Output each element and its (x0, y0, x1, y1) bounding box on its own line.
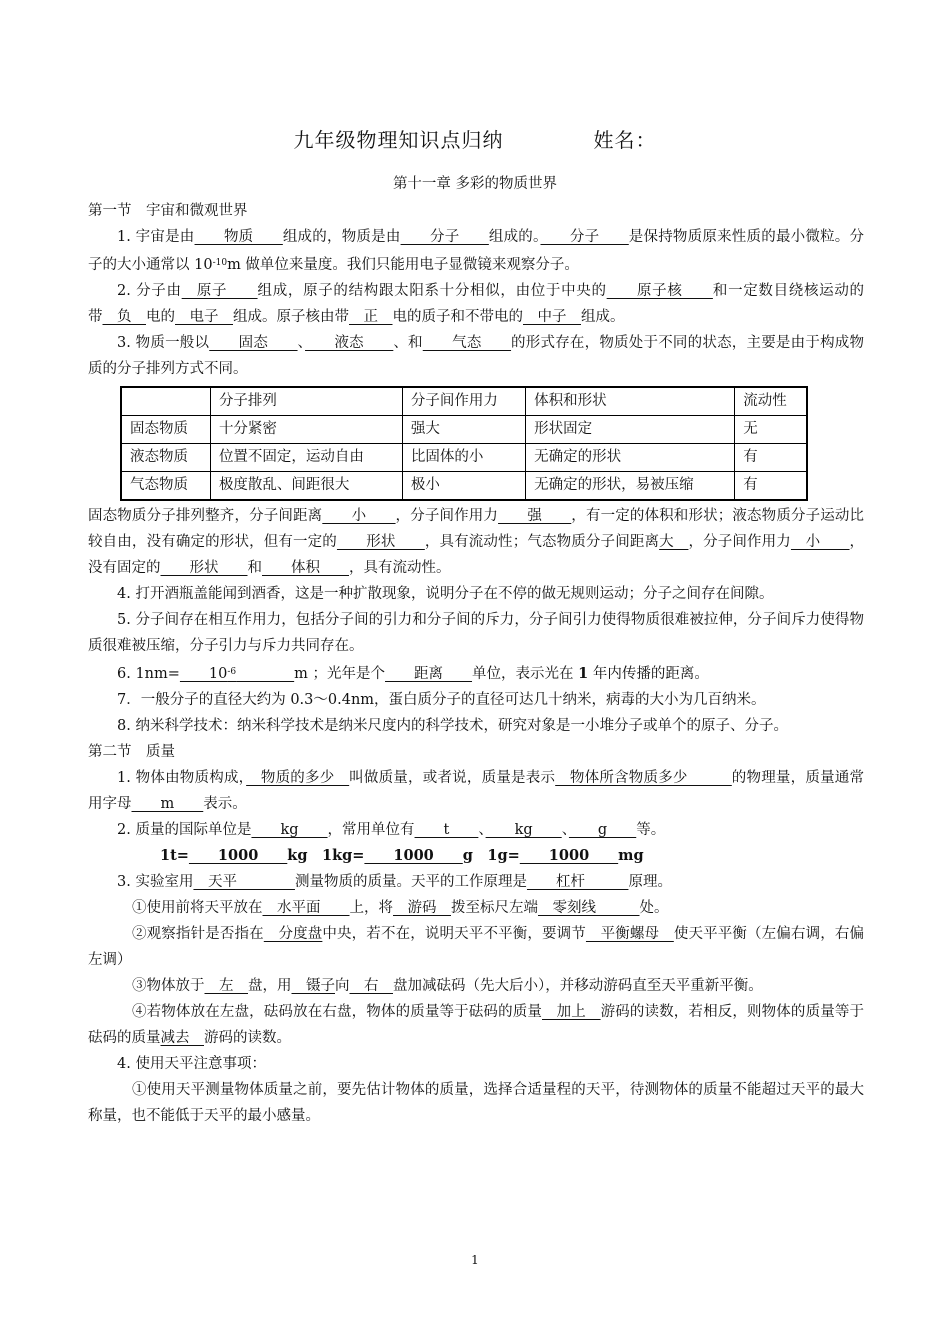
table-row (121, 472, 807, 501)
blank-answer: 天平 (193, 874, 295, 890)
document-title (0, 124, 950, 153)
blank-answer: 大 (659, 534, 689, 550)
paragraph-1-5: 5. 分子间存在相互作用力，包括分子间的引力和分子间的斥力，分子间引力使得物质很难被拉伸，分子间斥力使得物质很难被压缩，分子引力与斥力共同存在。 (88, 612, 864, 654)
blank-answer: 体积 (262, 560, 349, 576)
document-body (88, 198, 864, 1129)
blank-answer: 1000 (364, 847, 463, 864)
step-4: ④若物体放在左盘，砝码放在右盘，物体的质量等于砝码的质量 加上 游码的读数，若相反，则物体的质量等于砝码的质量减去 游码的读数。 (88, 1004, 865, 1046)
table-cell: 形状固定 (526, 416, 735, 444)
paragraph-1-8: 8. 纳米科学技术：纳米科学技术是纳米尺度内的科学技术，研究对象是一小堆分子或单个的原子、分子。 (117, 718, 788, 734)
paragraph-1-7: 7．一般分子的直径大约为 0.3～0.4nm，蛋白质分子的直径可达几十纳米，病毒的大小为几百纳米。 (117, 692, 766, 708)
table-cell: 极度散乱、间距很大 (210, 472, 402, 501)
blank-answer: 分子 (540, 229, 629, 245)
blank-answer: g (568, 822, 637, 838)
blank-answer: 距离 (385, 666, 473, 682)
table-header-cell (121, 387, 210, 416)
blank-answer: 1000 (188, 847, 288, 864)
blank-answer: 气态 (422, 335, 512, 351)
paragraph-2-3: 3. 实验室用 天平 测量物质的质量。天平的工作原理是 杠杆 原理。 (117, 874, 672, 890)
paragraph-1-3: 3. 物质一般以 固态 、 液态 、和 气态 的形式存在，物质处于不同的状态，主要是由于构成物质的分子排列方式不同。 (88, 335, 865, 377)
table-header-cell: 体积和形状 (526, 387, 735, 416)
blank-answer: 水平面 (262, 900, 350, 916)
blank-answer: 强 (498, 508, 572, 524)
blank-answer: 加上 (542, 1004, 601, 1020)
paragraph-2-1: 1. 物体由物质构成， 物质的多少 叫做质量，或者说，质量是表示 物体所含物质多少 的物理量，质量通常用字母 m 表示。 (88, 770, 865, 812)
blank-answer: 杠杆 (526, 874, 629, 890)
blank-answer: 电子 (175, 309, 233, 325)
blank-answer: 形状 (160, 560, 248, 576)
step-1: ①使用前将天平放在 水平面 上，将 游码 拨至标尺左端 零刻线 处。 (132, 900, 669, 916)
table-cell: 液态物质 (121, 444, 210, 472)
table-cell: 无 (735, 416, 807, 444)
table-cell: 无确定的形状 (526, 444, 735, 472)
blank-answer: 原子 (181, 283, 258, 299)
note-1: ①使用天平测量物体质量之前，要先估计物体的质量，选择合适量程的天平，待测物体的质量不能超过天平的最大称量，也不能低于天平的最小感量。 (88, 1082, 864, 1124)
paragraph-1-states-summary: 固态物质分子排列整齐，分子间距离 小 ，分子间作用力 强 ，有一定的体积和形状；液态物质分子运动比较自由，没有确定的形状，但有一定的 形状 ，具有流动性；气态物质分子间距离大 ，分子间作用力 小 ，没有固定的 形状 和 体积 ，具有流动性。 (88, 508, 865, 576)
blank-answer: m (131, 796, 204, 812)
table-cell: 位置不固定，运动自由 (210, 444, 402, 472)
blank-answer: 形状 (336, 534, 425, 550)
table-cell: 固态物质 (121, 416, 210, 444)
blank-answer: 正 (349, 309, 393, 325)
paragraph-2-4: 4. 使用天平注意事项： (117, 1056, 266, 1072)
table-header-row (121, 387, 807, 416)
blank-answer: 减去 (160, 1030, 204, 1046)
blank-answer: 平衡螺母 (585, 926, 674, 942)
title-text: 九年级物理知识点归纳 (293, 128, 504, 152)
paragraph-1-6: 6. 1nm= $10^{-6}$ m ；光年是个 距离 单位，表示光在 1 年内传播的距离。 (117, 665, 709, 682)
blank-answer: 中子 (523, 309, 581, 325)
table-header-cell: 分子间作用力 (402, 387, 525, 416)
blank-answer: 分度盘 (263, 926, 323, 942)
step-2: ②观察指针是否指在 分度盘中央，若不在，说明天平不平衡，要调节 平衡螺母 使天平平衡（左偏右调，右偏左调） (88, 926, 865, 968)
blank-answer: 液态 (305, 335, 394, 351)
table-cell: 有 (735, 472, 807, 501)
blank-answer: 镊子 (291, 978, 335, 994)
blank-answer: 游码 (393, 900, 451, 916)
name-label: 姓名： (593, 128, 657, 152)
blank-answer: 物质 (194, 229, 283, 245)
blank-answer: 分子 (400, 229, 489, 245)
blank-answer: 小 (790, 534, 850, 550)
table-row (121, 444, 807, 472)
table-cell: 比固体的小 (402, 444, 525, 472)
states-of-matter-table (120, 386, 808, 501)
section-2-heading: 第二节 质量 (88, 744, 175, 760)
blank-answer: 原子核 (606, 283, 713, 299)
section-1-heading: 第一节 宇宙和微观世界 (88, 203, 248, 219)
mass-unit-conversions: 1t= 1000 kg 1kg= 1000 g 1g= 1000 mg (160, 847, 644, 864)
blank-answer: 右 (349, 978, 393, 994)
blank-answer: 负 (102, 309, 146, 325)
chapter-heading: 第十一章 多彩的物质世界 (392, 176, 558, 192)
paragraph-1-2: 2. 分子由 原子 组成，原子的结构跟太阳系十分相似，由位于中央的 原子核 和一定数目绕核运动的带 负 电的 电子 组成。原子核由带 正 电的质子和不带电的 中子 组成。 (88, 283, 864, 325)
table-cell: 无确定的形状，易被压缩 (526, 472, 735, 501)
blank-answer: t (414, 822, 479, 838)
table-cell: 极小 (402, 472, 525, 501)
page-number: 1 (471, 1253, 479, 1267)
blank-answer: kg (251, 822, 328, 838)
blank-answer: 左 (204, 978, 248, 994)
blank-answer: 1000 (519, 847, 619, 864)
table-header-cell: 流动性 (735, 387, 807, 416)
blank-answer: 物体所含物质多少 (555, 770, 732, 786)
table-row (121, 416, 807, 444)
table-cell: 强大 (402, 416, 525, 444)
table-header-cell: 分子排列 (210, 387, 402, 416)
blank-answer: 物质的多少 (246, 770, 350, 786)
paragraph-1-4: 4. 打开酒瓶盖能闻到酒香，这是一种扩散现象，说明分子在不停的做无规则运动；分子之间存在间隙。 (117, 586, 774, 602)
step-3: ③物体放于 左 盘，用 镊子向 右 盘加减砝码（先大后小），并移动游码直至天平重新平衡。 (132, 978, 763, 994)
blank-answer: 小 (322, 508, 396, 524)
blank-answer: kg (485, 822, 562, 838)
blank-answer: 固态 (209, 335, 298, 351)
paragraph-2-2: 2. 质量的国际单位是 kg ，常用单位有 t 、 kg 、 g 等。 (117, 822, 666, 838)
paragraph-1-1: 1. 宇宙是由 物质 组成的，物质是由 分子 组成的。 分子 是保持物质原来性质的最小微粒。分子的大小通常以 $10^{-10}m$ 做单位来量度。我们只能用电子显微镜来观察分子。 (88, 229, 865, 273)
table-cell: 十分紧密 (210, 416, 402, 444)
blank-answer: $10^{-6}$ (179, 666, 237, 682)
blank-answer: 零刻线 (538, 900, 640, 916)
table-cell: 气态物质 (121, 472, 210, 501)
table-cell: 有 (735, 444, 807, 472)
